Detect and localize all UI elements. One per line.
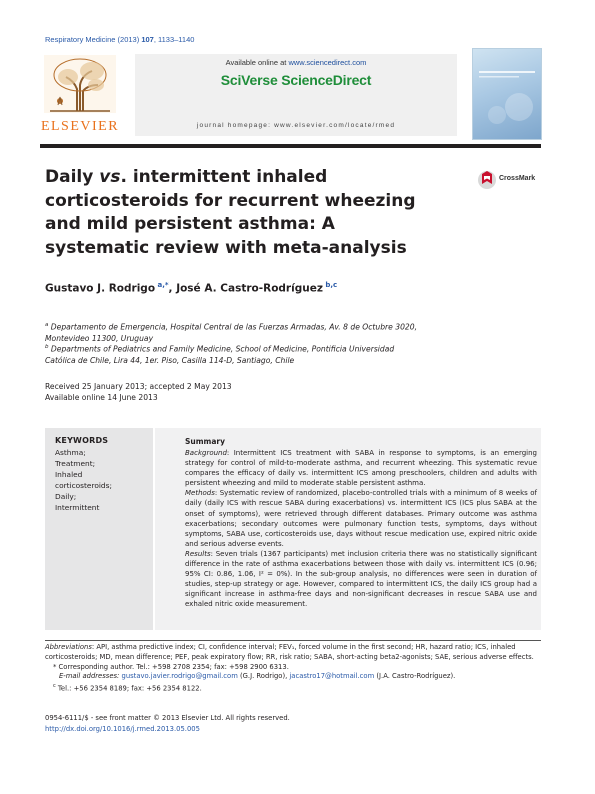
results-text: : Seven trials (1367 participants) met inclusion criteria there was no statistically significant difference in the rate of asthma exacerbations between those with daily vs. intermittent ICS (0.96; 95% CI: 0.86, 1.06, I² = 0%). In the sub-group analysis, no differences were seen in duration of studies, step-up strategy or age. However, compared to intermittent ICS, the daily ICS group had a significant increase in asthma-free days and non-significant decreases in rescue SABA use and exhaled nitric oxide measurement. <box>185 549 537 609</box>
available-prefix: Available online at <box>225 58 289 67</box>
keyword-item: Inhaled <box>55 470 83 479</box>
summary-results <box>185 549 537 610</box>
affil-line: Católica de Chile, Lira 44, 1er. Piso, Casilla 114-D, Santiago, Chile <box>45 355 295 365</box>
journal-homepage[interactable]: journal homepage: www.elsevier.com/locate/rmed <box>196 122 396 129</box>
sciverse-logo: SciVerse ScienceDirect <box>220 72 372 88</box>
elsevier-tree-icon <box>44 55 116 113</box>
results-label: Results <box>185 549 211 558</box>
affil-marker: a <box>45 322 49 328</box>
email-label: E-mail addresses: <box>59 672 122 681</box>
online-date: Available online 14 June 2013 <box>45 393 158 402</box>
issn-line: 0954-6111/$ - see front matter © 2013 Elsevier Ltd. All rights reserved. <box>45 714 290 722</box>
title-vs: vs <box>99 167 121 187</box>
keywords-heading: KEYWORDS <box>55 436 109 445</box>
abbreviations-label: Abbreviations <box>45 643 92 651</box>
email-owner: (G.J. Rodrigo), <box>237 672 290 681</box>
article-dates <box>45 381 232 403</box>
email-link[interactable]: gustavo.javier.rodrigo@gmail.com <box>121 672 238 681</box>
keyword-item: corticosteroids; <box>55 481 112 490</box>
author-affil-link[interactable]: a,* <box>155 281 169 289</box>
author-list <box>45 281 337 295</box>
keyword-item: Asthma; <box>55 448 86 457</box>
received-date: Received 25 January 2013; accepted 2 May 2013 <box>45 382 232 391</box>
corresponding-note: * Corresponding author. Tel.: +598 2708 2354; fax: +598 2900 6313. <box>53 662 289 671</box>
tel-text: Tel.: +56 2354 8189; fax: +56 2354 8122. <box>57 684 202 693</box>
affil-line: Departamento de Emergencia, Hospital Central de las Fuerzas Armadas, Av. 8 de Octubre 3020, <box>50 322 417 332</box>
abstract-panel <box>155 428 541 630</box>
journal-cover-thumbnail[interactable] <box>472 48 542 140</box>
author-name: Gustavo J. Rodrigo <box>45 282 156 295</box>
footnote-divider <box>45 640 541 641</box>
author-affil-link[interactable]: b,c <box>322 281 338 289</box>
masthead-rule <box>40 144 541 148</box>
methods-label: Methods <box>185 489 215 498</box>
summary-body <box>185 448 537 610</box>
elsevier-wordmark: ELSEVIER <box>40 119 120 134</box>
keyword-item: Treatment; <box>55 459 96 468</box>
footnotes <box>45 643 541 694</box>
email-owner: (J.A. Castro-Rodríguez). <box>374 672 456 681</box>
journal-volume: 107 <box>141 35 154 44</box>
methods-text: : Systematic review of randomized, placebo-controlled trials with a minimum of 8 weeks of daily (daily ICS with rescue SABA during exacerbations) vs. intermittent ICS (ICS plus SABA at the onset of symptoms), were retrieved through different databases. Primary outcome was asthma exacerbations; secondary outcomes were pulmonary function tests, symptoms, days without symptoms, SABA use, corticosteroids use, days without rescue medication use, expired nitric oxide and serious adverse events. <box>185 489 537 548</box>
tel-note <box>45 682 541 694</box>
author-name: José A. Castro-Rodríguez <box>176 282 323 295</box>
crossmark-badge[interactable] <box>477 170 547 192</box>
keywords-list <box>55 447 112 513</box>
background-label: Background <box>185 449 227 457</box>
keywords-panel <box>45 428 153 630</box>
masthead-banner <box>135 54 457 136</box>
abbreviations-note <box>45 643 541 663</box>
author-separator: , <box>168 282 177 295</box>
keyword-item: Daily; <box>55 492 77 501</box>
email-note <box>45 672 541 682</box>
issn-block <box>45 713 290 735</box>
journal-name: Respiratory Medicine (2013) <box>45 35 140 44</box>
summary-methods <box>185 488 537 549</box>
background-text: : Intermittent ICS treatment with SABA in response to symptoms, is an emerging strategy for control of mild-to-moderate asthma, and recurrent wheezing. This systematic revue compares the efficacy of daily vs. intermittent ICS among preschoolers, children and adults with persistent wheezing and mild to moderate stable persistent asthma. <box>185 449 537 488</box>
journal-pages: , 1133–1140 <box>153 35 195 44</box>
email-link[interactable]: jacastro17@hotmail.com <box>289 672 375 681</box>
summary-heading: Summary <box>185 437 226 446</box>
title-part-2: . intermittent inhaled corticosteroids for recurrent wheezing and mild persistent asthma: A systematic review with meta-analysis <box>45 167 416 258</box>
affil-marker: b <box>45 344 49 350</box>
elsevier-logo <box>40 55 120 137</box>
article-title <box>45 166 445 260</box>
available-online <box>135 58 457 67</box>
affiliation-b <box>45 342 465 366</box>
cover-art <box>473 49 541 139</box>
crossmark-label: CrossMark <box>499 175 536 182</box>
crossmark-icon <box>477 170 497 192</box>
keyword-item: Intermittent <box>55 503 100 512</box>
affil-line: Departments of Pediatrics and Family Medicine, School of Medicine, Pontificia Universidad <box>50 344 395 354</box>
abbreviations-text: : API, asthma predictive index; CI, confidence interval; FEV₁, forced volume in the first second; HR, hazard ratio; ICS, inhaled corticosteroids; MD, mean difference; PEF, peak expiratory flow; RR, risk ratio; SABA, short-acting beta2-agonists; SAE, serious adverse effects. <box>45 643 534 661</box>
summary-background <box>185 448 537 488</box>
doi-link[interactable]: http://dx.doi.org/10.1016/j.rmed.2013.05.005 <box>45 725 200 733</box>
affil-line: Montevideo 11300, Uruguay <box>45 333 154 343</box>
affiliation-a <box>45 320 465 344</box>
tel-marker: c <box>53 683 56 690</box>
sciencedirect-link[interactable]: www.sciencedirect.com <box>288 58 367 67</box>
title-part-1: Daily <box>45 167 100 187</box>
journal-reference[interactable] <box>45 35 194 44</box>
